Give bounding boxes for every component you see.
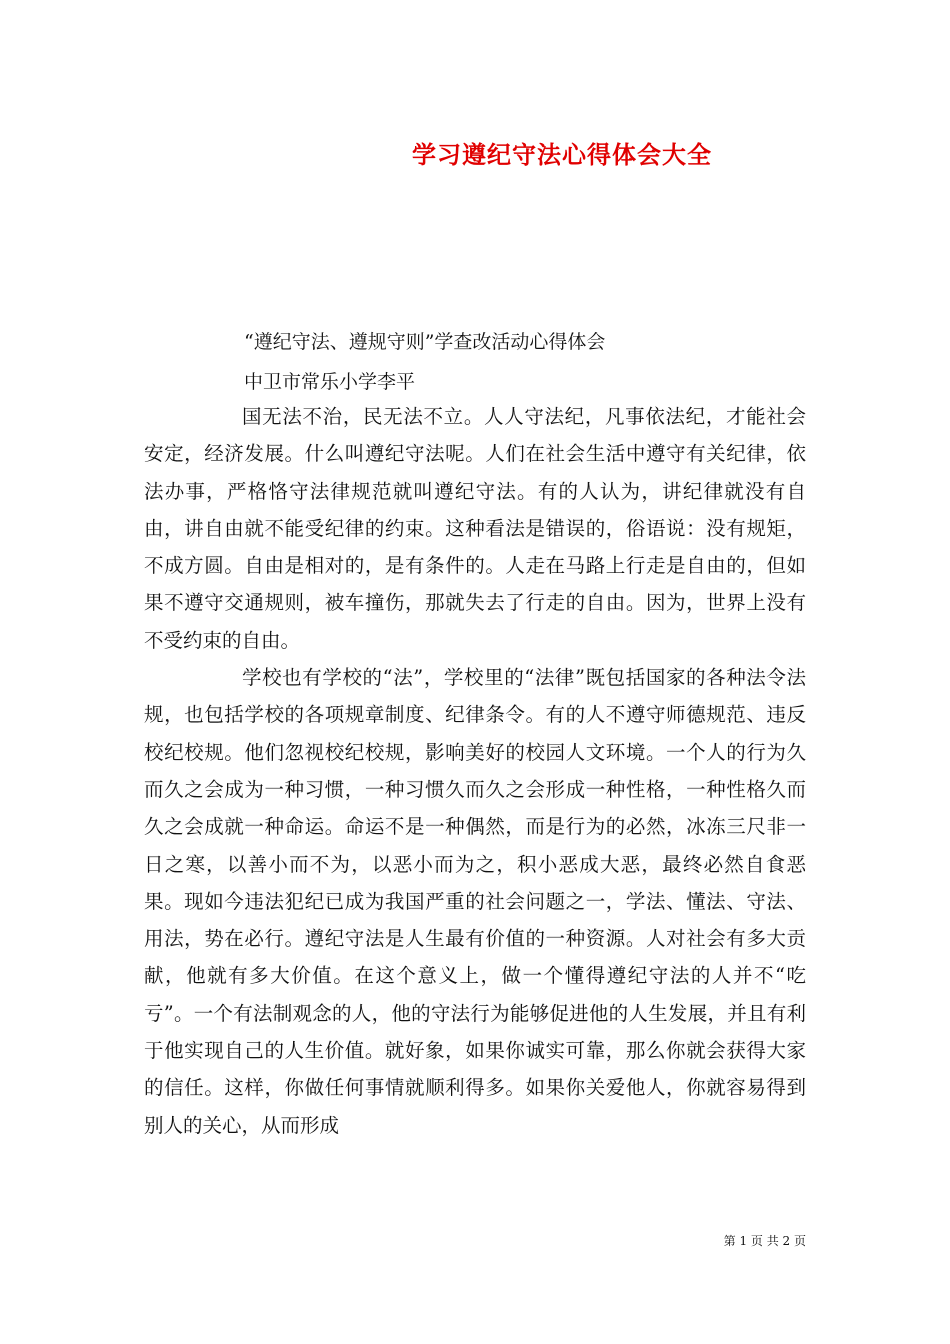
article-author: 中卫市常乐小学李平 <box>244 371 416 393</box>
body-paragraph-2: 学校也有学校的“法”，学校里的“法律”既包括国家的各种法令法规，也包括学校的各项规章制度、纪律条令。有的人不遵守师德规范、违反校纪校规。他们忽视校纪校规，影响美好的校园人文环境。一个人的行为久而久之会成为一种习惯，一种习惯久而久之会形成一种性格，一种性格久而久之会成就一种命运。命运不是一种偶然，而是行为的必然，冰冻三尺非一日之寒，以善小而不为，以恶小而为之，积小恶成大恶，最终必然自食恶果。现如今违法犯纪已成为我国严重的社会问题之一，学法、懂法、守法、用法，势在必行。遵纪守法是人生最有价值的一种资源。人对社会有多大贡献，他就有多大价值。在这个意义上，做一个懂得遵纪守法的人并不“吃亏”。一个有法制观念的人，他的守法行为能够促进他的人生发展，并且有利于他实现自己的人生价值。就好象，如果你诚实可靠，那么你就会获得大家的信任。这样，你做任何事情就顺利得多。如果你关爱他人，你就容易得到别人的关心，从而形成 <box>144 666 806 1137</box>
page-footer: 第 1 页 共 2 页 <box>723 1234 806 1248</box>
article-subtitle: “遵纪守法、遵规守则”学查改活动心得体会 <box>244 331 606 353</box>
article-body <box>144 398 806 1144</box>
body-paragraph-1: 国无法不治，民无法不立。人人守法纪，凡事依法纪，才能社会安定，经济发展。什么叫遵纪守法呢。人们在社会生活中遵守有关纪律，依法办事，严格恪守法律规范就叫遵纪守法。有的人认为，讲纪律就没有自由，讲自由就不能受纪律的约束。这种看法是错误的，俗语说：没有规矩，不成方圆。自由是相对的，是有条件的。人走在马路上行走是自由的，但如果不遵守交通规则，被车撞伤，那就失去了行走的自由。因为，世界上没有不受约束的自由。 <box>144 405 806 652</box>
document-title: 学习遵纪守法心得体会大全 <box>412 140 712 169</box>
